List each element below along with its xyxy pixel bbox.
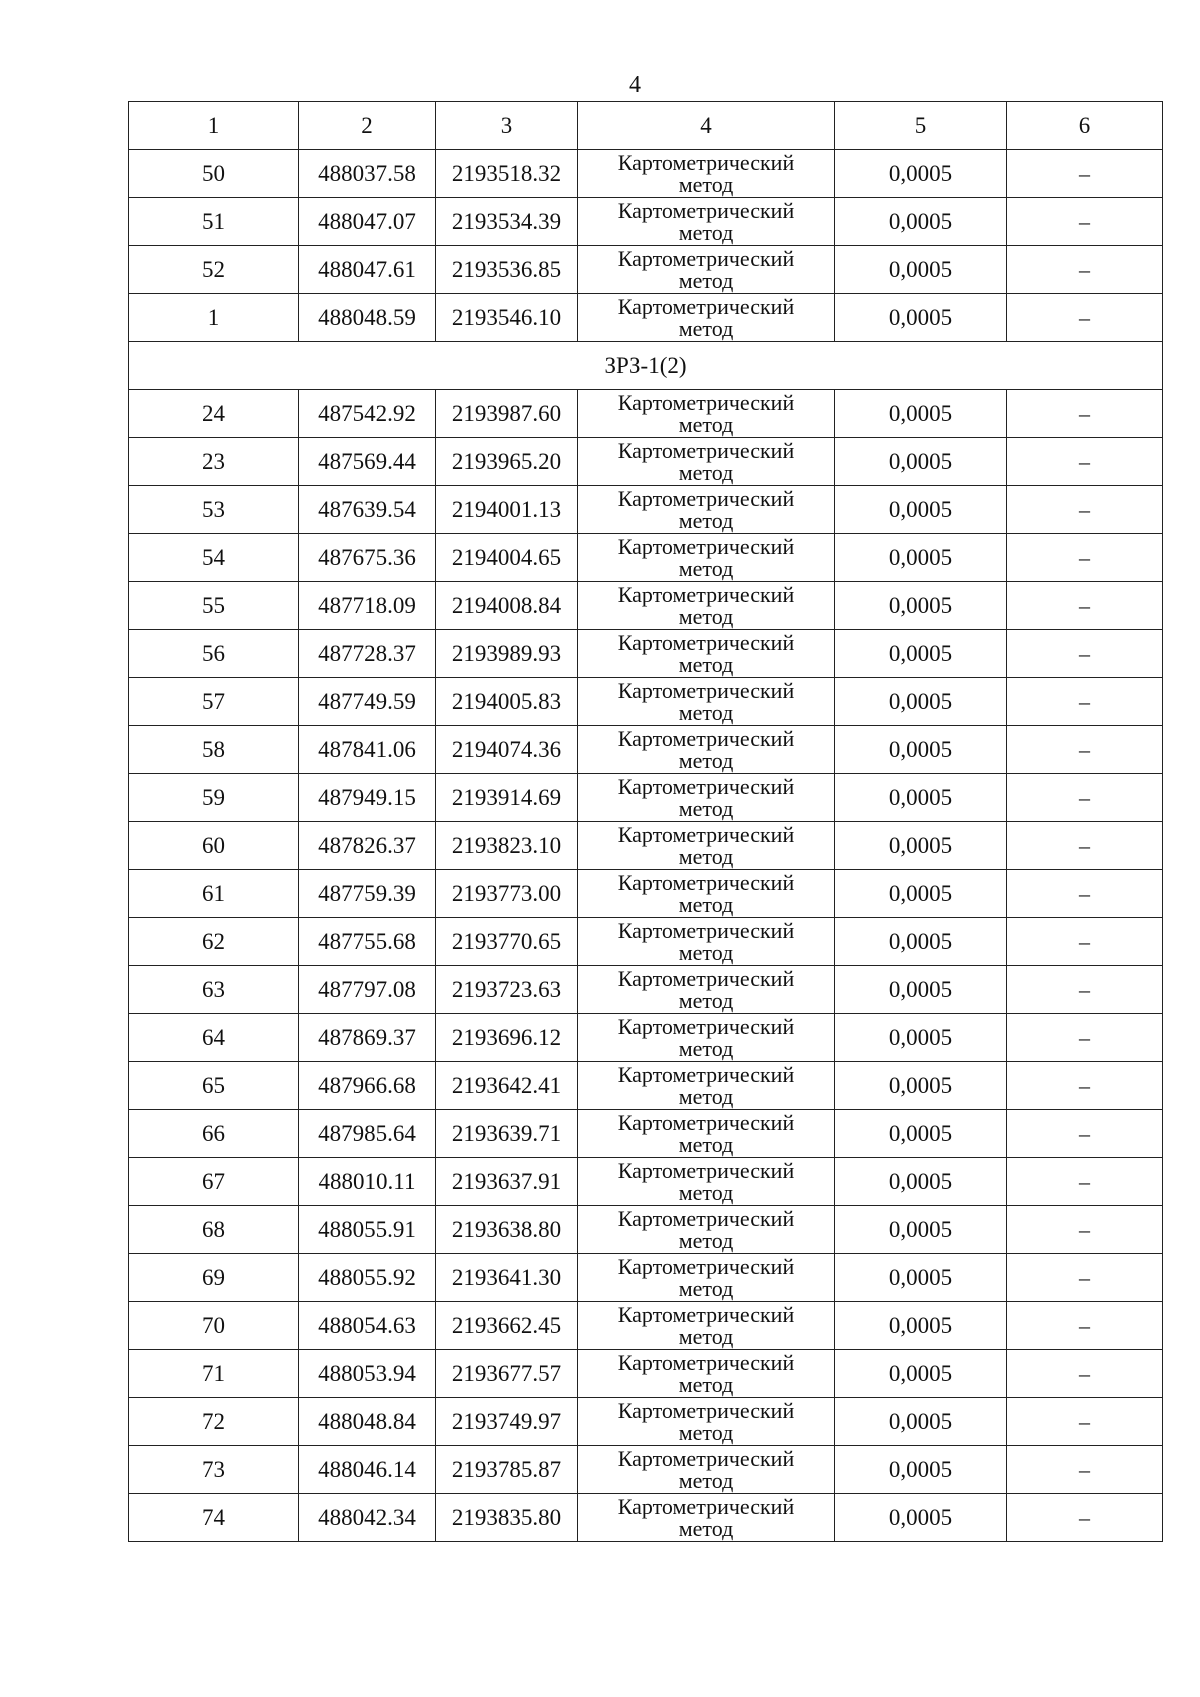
method-line-1: Картометрический <box>617 437 795 463</box>
note-cell: – <box>1007 726 1163 774</box>
accuracy-cell: 0,0005 <box>835 294 1007 342</box>
note-cell: – <box>1007 1110 1163 1158</box>
y-coordinate-cell: 2194001.13 <box>436 486 578 534</box>
point-number-cell: 61 <box>129 870 299 918</box>
table-row <box>129 1398 1163 1446</box>
point-number-cell: 50 <box>129 150 299 198</box>
y-coordinate-cell: 2193546.10 <box>436 294 578 342</box>
accuracy-cell: 0,0005 <box>835 774 1007 822</box>
x-coordinate-cell: 487949.15 <box>299 774 436 822</box>
note-cell: – <box>1007 1398 1163 1446</box>
accuracy-cell: 0,0005 <box>835 822 1007 870</box>
x-coordinate-cell: 488053.94 <box>299 1350 436 1398</box>
point-number-cell: 24 <box>129 390 299 438</box>
point-number-cell: 60 <box>129 822 299 870</box>
accuracy-cell: 0,0005 <box>835 918 1007 966</box>
x-coordinate-cell: 488055.92 <box>299 1254 436 1302</box>
note-cell: – <box>1007 1158 1163 1206</box>
method-cell <box>578 438 835 486</box>
point-number-cell: 70 <box>129 1302 299 1350</box>
x-coordinate-cell: 487639.54 <box>299 486 436 534</box>
y-coordinate-cell: 2193534.39 <box>436 198 578 246</box>
method-line-1: Картометрический <box>617 1493 795 1519</box>
accuracy-cell: 0,0005 <box>835 150 1007 198</box>
method-cell <box>578 726 835 774</box>
accuracy-cell: 0,0005 <box>835 1206 1007 1254</box>
method-cell <box>578 1158 835 1206</box>
table-row <box>129 1350 1163 1398</box>
y-coordinate-cell: 2193642.41 <box>436 1062 578 1110</box>
x-coordinate-cell: 488046.14 <box>299 1446 436 1494</box>
y-coordinate-cell: 2193987.60 <box>436 390 578 438</box>
accuracy-cell: 0,0005 <box>835 1062 1007 1110</box>
x-coordinate-cell: 487728.37 <box>299 630 436 678</box>
table-row <box>129 1206 1163 1254</box>
point-number-cell: 65 <box>129 1062 299 1110</box>
method-cell <box>578 1110 835 1158</box>
y-coordinate-cell: 2193662.45 <box>436 1302 578 1350</box>
accuracy-cell: 0,0005 <box>835 486 1007 534</box>
point-number-cell: 59 <box>129 774 299 822</box>
method-cell <box>578 582 835 630</box>
x-coordinate-cell: 487749.59 <box>299 678 436 726</box>
accuracy-cell: 0,0005 <box>835 1254 1007 1302</box>
note-cell: – <box>1007 822 1163 870</box>
y-coordinate-cell: 2193696.12 <box>436 1014 578 1062</box>
method-line-1: Картометрический <box>617 389 795 415</box>
accuracy-cell: 0,0005 <box>835 1350 1007 1398</box>
method-line-2: метод <box>678 1083 734 1109</box>
method-line-2: метод <box>678 1275 734 1301</box>
x-coordinate-cell: 487966.68 <box>299 1062 436 1110</box>
x-coordinate-cell: 488054.63 <box>299 1302 436 1350</box>
table-row <box>129 1062 1163 1110</box>
method-line-1: Картометрический <box>617 725 795 751</box>
method-cell <box>578 1302 835 1350</box>
y-coordinate-cell: 2193536.85 <box>436 246 578 294</box>
method-line-1: Картометрический <box>617 1349 795 1375</box>
x-coordinate-cell: 488047.61 <box>299 246 436 294</box>
method-line-2: метод <box>678 1131 734 1157</box>
y-coordinate-cell: 2193723.63 <box>436 966 578 1014</box>
point-number-cell: 62 <box>129 918 299 966</box>
method-line-1: Картометрический <box>617 821 795 847</box>
note-cell: – <box>1007 150 1163 198</box>
point-number-cell: 73 <box>129 1446 299 1494</box>
column-header: 2 <box>299 102 436 150</box>
table-row <box>129 1254 1163 1302</box>
x-coordinate-cell: 488048.84 <box>299 1398 436 1446</box>
note-cell: – <box>1007 1494 1163 1542</box>
accuracy-cell: 0,0005 <box>835 1494 1007 1542</box>
method-cell <box>578 678 835 726</box>
x-coordinate-cell: 488055.91 <box>299 1206 436 1254</box>
accuracy-cell: 0,0005 <box>835 1110 1007 1158</box>
method-line-1: Картометрический <box>617 629 795 655</box>
method-line-2: метод <box>678 219 734 245</box>
x-coordinate-cell: 488010.11 <box>299 1158 436 1206</box>
method-line-2: метод <box>678 1179 734 1205</box>
method-line-2: метод <box>678 1227 734 1253</box>
y-coordinate-cell: 2193749.97 <box>436 1398 578 1446</box>
note-cell: – <box>1007 966 1163 1014</box>
table-row <box>129 198 1163 246</box>
method-line-2: метод <box>678 1467 734 1493</box>
method-line-1: Картометрический <box>617 245 795 271</box>
method-line-2: метод <box>678 459 734 485</box>
note-cell: – <box>1007 630 1163 678</box>
column-header: 4 <box>578 102 835 150</box>
accuracy-cell: 0,0005 <box>835 870 1007 918</box>
method-line-1: Картометрический <box>617 965 795 991</box>
method-cell <box>578 822 835 870</box>
page-number: 4 <box>629 72 641 98</box>
table-row <box>129 582 1163 630</box>
method-line-1: Картометрический <box>617 581 795 607</box>
method-cell <box>578 1350 835 1398</box>
point-number-cell: 58 <box>129 726 299 774</box>
table-row <box>129 630 1163 678</box>
table-row <box>129 822 1163 870</box>
method-cell <box>578 198 835 246</box>
method-line-1: Картометрический <box>617 1253 795 1279</box>
point-number-cell: 63 <box>129 966 299 1014</box>
y-coordinate-cell: 2194008.84 <box>436 582 578 630</box>
table-row <box>129 774 1163 822</box>
method-cell <box>578 1014 835 1062</box>
method-line-2: метод <box>678 939 734 965</box>
x-coordinate-cell: 487718.09 <box>299 582 436 630</box>
method-line-2: метод <box>678 1419 734 1445</box>
y-coordinate-cell: 2193785.87 <box>436 1446 578 1494</box>
accuracy-cell: 0,0005 <box>835 1302 1007 1350</box>
x-coordinate-cell: 487759.39 <box>299 870 436 918</box>
note-cell: – <box>1007 438 1163 486</box>
method-cell <box>578 390 835 438</box>
column-header: 6 <box>1007 102 1163 150</box>
table-header-row <box>129 102 1163 150</box>
section-title: ЗРЗ-1(2) <box>129 342 1163 390</box>
method-line-2: метод <box>678 507 734 533</box>
accuracy-cell: 0,0005 <box>835 246 1007 294</box>
method-line-2: метод <box>678 699 734 725</box>
note-cell: – <box>1007 534 1163 582</box>
point-number-cell: 68 <box>129 1206 299 1254</box>
x-coordinate-cell: 488048.59 <box>299 294 436 342</box>
point-number-cell: 54 <box>129 534 299 582</box>
table-row <box>129 726 1163 774</box>
table-row <box>129 1302 1163 1350</box>
y-coordinate-cell: 2193639.71 <box>436 1110 578 1158</box>
method-line-2: метод <box>678 747 734 773</box>
accuracy-cell: 0,0005 <box>835 1014 1007 1062</box>
y-coordinate-cell: 2193773.00 <box>436 870 578 918</box>
section-title-row <box>129 342 1163 390</box>
x-coordinate-cell: 487826.37 <box>299 822 436 870</box>
table-row <box>129 438 1163 486</box>
method-line-2: метод <box>678 843 734 869</box>
method-line-2: метод <box>678 411 734 437</box>
method-line-2: метод <box>678 603 734 629</box>
coordinates-table-body <box>129 102 1163 1542</box>
x-coordinate-cell: 488042.34 <box>299 1494 436 1542</box>
note-cell: – <box>1007 486 1163 534</box>
accuracy-cell: 0,0005 <box>835 1158 1007 1206</box>
point-number-cell: 74 <box>129 1494 299 1542</box>
method-line-2: метод <box>678 987 734 1013</box>
method-cell <box>578 918 835 966</box>
y-coordinate-cell: 2193770.65 <box>436 918 578 966</box>
note-cell: – <box>1007 1446 1163 1494</box>
method-line-1: Картометрический <box>617 677 795 703</box>
y-coordinate-cell: 2194005.83 <box>436 678 578 726</box>
note-cell: – <box>1007 774 1163 822</box>
accuracy-cell: 0,0005 <box>835 678 1007 726</box>
method-line-1: Картометрический <box>617 773 795 799</box>
y-coordinate-cell: 2193637.91 <box>436 1158 578 1206</box>
method-line-1: Картометрический <box>617 1397 795 1423</box>
table-row <box>129 486 1163 534</box>
y-coordinate-cell: 2194074.36 <box>436 726 578 774</box>
method-line-2: метод <box>678 315 734 341</box>
table-row <box>129 918 1163 966</box>
method-line-2: метод <box>678 795 734 821</box>
column-header: 3 <box>436 102 578 150</box>
method-line-1: Картометрический <box>617 1301 795 1327</box>
x-coordinate-cell: 487755.68 <box>299 918 436 966</box>
method-line-1: Картометрический <box>617 1445 795 1471</box>
x-coordinate-cell: 487542.92 <box>299 390 436 438</box>
method-cell <box>578 486 835 534</box>
method-line-1: Картометрический <box>617 1109 795 1135</box>
y-coordinate-cell: 2193677.57 <box>436 1350 578 1398</box>
point-number-cell: 66 <box>129 1110 299 1158</box>
table-row <box>129 1494 1163 1542</box>
point-number-cell: 23 <box>129 438 299 486</box>
method-line-1: Картометрический <box>617 293 795 319</box>
accuracy-cell: 0,0005 <box>835 966 1007 1014</box>
method-line-1: Картометрический <box>617 1061 795 1087</box>
point-number-cell: 71 <box>129 1350 299 1398</box>
accuracy-cell: 0,0005 <box>835 1398 1007 1446</box>
x-coordinate-cell: 488037.58 <box>299 150 436 198</box>
table-row <box>129 1446 1163 1494</box>
note-cell: – <box>1007 918 1163 966</box>
note-cell: – <box>1007 1302 1163 1350</box>
method-line-1: Картометрический <box>617 1013 795 1039</box>
point-number-cell: 57 <box>129 678 299 726</box>
accuracy-cell: 0,0005 <box>835 390 1007 438</box>
accuracy-cell: 0,0005 <box>835 582 1007 630</box>
x-coordinate-cell: 487797.08 <box>299 966 436 1014</box>
note-cell: – <box>1007 1062 1163 1110</box>
note-cell: – <box>1007 294 1163 342</box>
method-line-1: Картометрический <box>617 149 795 175</box>
y-coordinate-cell: 2193914.69 <box>436 774 578 822</box>
note-cell: – <box>1007 582 1163 630</box>
table-row <box>129 246 1163 294</box>
method-cell <box>578 966 835 1014</box>
y-coordinate-cell: 2193638.80 <box>436 1206 578 1254</box>
method-line-2: метод <box>678 267 734 293</box>
method-cell <box>578 1398 835 1446</box>
point-number-cell: 69 <box>129 1254 299 1302</box>
point-number-cell: 51 <box>129 198 299 246</box>
y-coordinate-cell: 2193965.20 <box>436 438 578 486</box>
method-cell <box>578 630 835 678</box>
method-line-2: метод <box>678 555 734 581</box>
column-header: 5 <box>835 102 1007 150</box>
accuracy-cell: 0,0005 <box>835 726 1007 774</box>
x-coordinate-cell: 487869.37 <box>299 1014 436 1062</box>
table-row <box>129 390 1163 438</box>
point-number-cell: 52 <box>129 246 299 294</box>
method-line-2: метод <box>678 1515 734 1541</box>
note-cell: – <box>1007 870 1163 918</box>
y-coordinate-cell: 2193641.30 <box>436 1254 578 1302</box>
point-number-cell: 56 <box>129 630 299 678</box>
method-line-1: Картометрический <box>617 485 795 511</box>
method-cell <box>578 870 835 918</box>
accuracy-cell: 0,0005 <box>835 630 1007 678</box>
point-number-cell: 55 <box>129 582 299 630</box>
table-row <box>129 294 1163 342</box>
point-number-cell: 72 <box>129 1398 299 1446</box>
table-row <box>129 1014 1163 1062</box>
note-cell: – <box>1007 390 1163 438</box>
table-row <box>129 534 1163 582</box>
method-cell <box>578 534 835 582</box>
x-coordinate-cell: 487675.36 <box>299 534 436 582</box>
table-row <box>129 678 1163 726</box>
method-cell <box>578 294 835 342</box>
table-row <box>129 966 1163 1014</box>
method-line-1: Картометрический <box>617 869 795 895</box>
method-line-2: метод <box>678 1371 734 1397</box>
accuracy-cell: 0,0005 <box>835 1446 1007 1494</box>
x-coordinate-cell: 487569.44 <box>299 438 436 486</box>
table-row <box>129 1158 1163 1206</box>
y-coordinate-cell: 2193989.93 <box>436 630 578 678</box>
y-coordinate-cell: 2193835.80 <box>436 1494 578 1542</box>
method-cell <box>578 1062 835 1110</box>
point-number-cell: 64 <box>129 1014 299 1062</box>
method-cell <box>578 1254 835 1302</box>
note-cell: – <box>1007 1350 1163 1398</box>
column-header: 1 <box>129 102 299 150</box>
note-cell: – <box>1007 198 1163 246</box>
method-line-1: Картометрический <box>617 917 795 943</box>
method-line-2: метод <box>678 891 734 917</box>
note-cell: – <box>1007 1206 1163 1254</box>
note-cell: – <box>1007 678 1163 726</box>
method-line-1: Картометрический <box>617 533 795 559</box>
method-line-1: Картометрический <box>617 1157 795 1183</box>
method-line-2: метод <box>678 1323 734 1349</box>
point-number-cell: 1 <box>129 294 299 342</box>
method-line-2: метод <box>678 651 734 677</box>
note-cell: – <box>1007 1014 1163 1062</box>
method-cell <box>578 1446 835 1494</box>
method-cell <box>578 774 835 822</box>
accuracy-cell: 0,0005 <box>835 534 1007 582</box>
accuracy-cell: 0,0005 <box>835 198 1007 246</box>
method-line-2: метод <box>678 1035 734 1061</box>
coordinates-table <box>128 101 1163 1542</box>
note-cell: – <box>1007 246 1163 294</box>
x-coordinate-cell: 487985.64 <box>299 1110 436 1158</box>
method-cell <box>578 150 835 198</box>
y-coordinate-cell: 2193518.32 <box>436 150 578 198</box>
x-coordinate-cell: 487841.06 <box>299 726 436 774</box>
method-cell <box>578 1206 835 1254</box>
point-number-cell: 67 <box>129 1158 299 1206</box>
method-line-2: метод <box>678 171 734 197</box>
method-cell <box>578 1494 835 1542</box>
note-cell: – <box>1007 1254 1163 1302</box>
x-coordinate-cell: 488047.07 <box>299 198 436 246</box>
accuracy-cell: 0,0005 <box>835 438 1007 486</box>
method-line-1: Картометрический <box>617 1205 795 1231</box>
method-line-1: Картометрический <box>617 197 795 223</box>
point-number-cell: 53 <box>129 486 299 534</box>
table-row <box>129 870 1163 918</box>
y-coordinate-cell: 2193823.10 <box>436 822 578 870</box>
table-row <box>129 150 1163 198</box>
method-cell <box>578 246 835 294</box>
y-coordinate-cell: 2194004.65 <box>436 534 578 582</box>
table-row <box>129 1110 1163 1158</box>
